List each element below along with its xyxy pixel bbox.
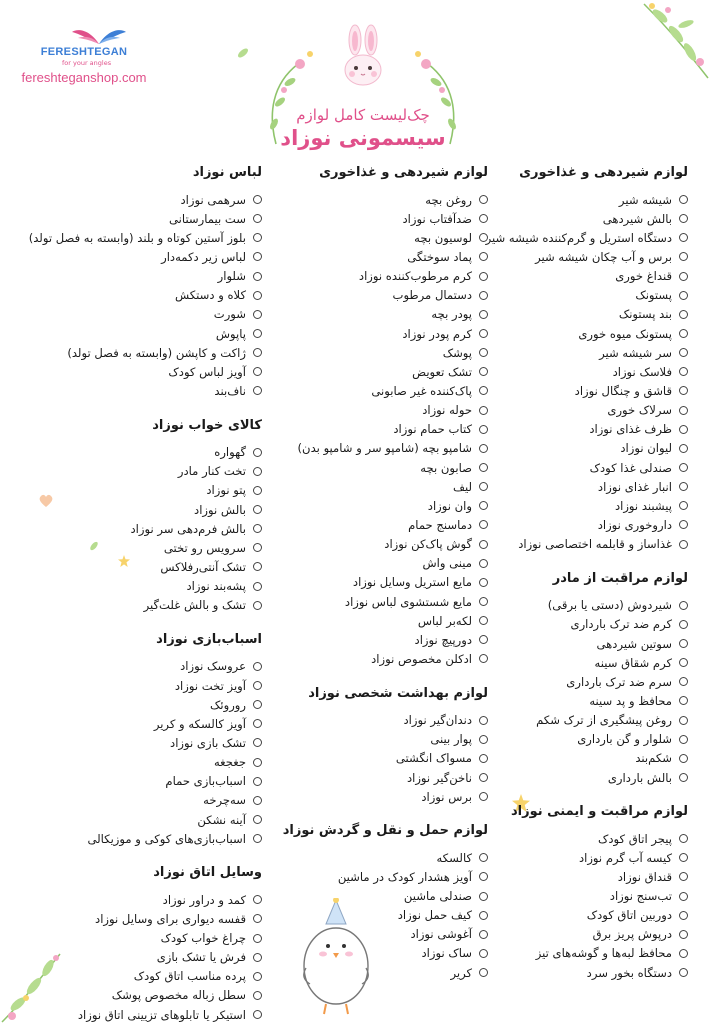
checklist-item[interactable]: مایع شستشوی لباس نوزاد [270,592,488,611]
checkbox-circle-icon[interactable] [253,524,262,533]
checkbox-circle-icon[interactable] [679,501,688,510]
checkbox-circle-icon[interactable] [479,233,488,242]
checklist-item[interactable]: اسباب‌بازی‌های کوکی و موزیکالی [10,829,262,848]
checklist-item[interactable]: قنداق نوزاد [466,867,688,886]
checkbox-circle-icon[interactable] [679,658,688,667]
bunny-icon [338,24,388,86]
wings-logo-icon [70,26,128,48]
checklist-item[interactable]: بالش شیردهی [466,209,688,228]
checklist-item[interactable]: پیجر اتاق کودک [466,829,688,848]
checkbox-circle-icon[interactable] [253,700,262,709]
checklist-item[interactable]: کرم شقاق سینه [466,653,688,672]
checklist-item[interactable]: دماسنج حمام [270,515,488,534]
checkbox-circle-icon[interactable] [479,425,488,434]
checkbox-circle-icon[interactable] [479,540,488,549]
checklist-item[interactable]: مایع استریل وسایل نوزاد [270,573,488,592]
checkbox-circle-icon[interactable] [479,520,488,529]
checkbox-circle-icon[interactable] [479,195,488,204]
checklist-item[interactable]: کرم ضد ترک بارداری [466,615,688,634]
checkbox-circle-icon[interactable] [679,911,688,920]
checklist-item[interactable]: ژاکت و کاپشن (وابسته به فصل تولد) [10,343,262,362]
checklist-item[interactable]: شیردوش (دستی یا برقی) [466,596,688,615]
checklist-item[interactable]: عروسک نوزاد [10,657,262,676]
checkbox-circle-icon[interactable] [253,777,262,786]
checklist-item[interactable]: مسواک انگشتی [270,749,488,768]
checkbox-circle-icon[interactable] [679,853,688,862]
checklist-item[interactable]: ظرف غذای نوزاد [466,420,688,439]
checklist-item[interactable]: سر شیشه شیر [466,343,688,362]
checkbox-circle-icon[interactable] [253,543,262,552]
checklist-section-nursery-room [10,863,262,1024]
checklist-item[interactable]: بند پستونک [466,305,688,324]
checklist-item[interactable]: پوار بینی [270,730,488,749]
checklist-item[interactable]: صندلی ماشین [270,887,488,906]
checklist-item[interactable]: سرلاک خوری [466,401,688,420]
checklist-item[interactable]: شکم‌بند [466,749,688,768]
checkbox-circle-icon[interactable] [479,635,488,644]
checklist-item[interactable]: ناف‌بند [10,381,262,400]
checkbox-circle-icon[interactable] [679,463,688,472]
checklist-section-baby-safety [466,802,688,982]
checkbox-circle-icon[interactable] [253,953,262,962]
checkbox-circle-icon[interactable] [679,620,688,629]
checkbox-circle-icon[interactable] [679,214,688,223]
title-badge [258,24,468,154]
checklist-item[interactable]: وان نوزاد [270,496,488,515]
section-title: کالای خواب نوزاد [152,417,262,433]
checkbox-circle-icon[interactable] [253,272,262,281]
checkbox-circle-icon[interactable] [253,758,262,767]
checkbox-circle-icon[interactable] [253,719,262,728]
checklist-item[interactable]: دورپیچ نوزاد [270,630,488,649]
checklist-section-mother-care [466,569,688,787]
checkbox-circle-icon[interactable] [253,233,262,242]
checkbox-circle-icon[interactable] [253,1010,262,1019]
checklist-item[interactable]: جغجغه [10,753,262,772]
checklist-item[interactable]: محافظ و پد سینه [466,691,688,710]
brand-logo [14,26,154,67]
checklist-item[interactable]: ضدآفتاب نوزاد [270,209,488,228]
checklist-item[interactable]: پستونک میوه خوری [466,324,688,343]
checklist-item[interactable]: آینه نشکن [10,810,262,829]
checklist-item[interactable]: مینی واش [270,554,488,573]
checklist-item[interactable]: پاک‌کننده غیر صابونی [270,381,488,400]
checklist-item[interactable]: پماد سوختگی [270,247,488,266]
checkbox-circle-icon[interactable] [479,482,488,491]
checkbox-circle-icon[interactable] [253,386,262,395]
checkbox-circle-icon[interactable] [479,329,488,338]
checklist-item[interactable]: قفسه دیواری برای وسایل نوزاد [10,909,262,928]
checkbox-circle-icon[interactable] [679,834,688,843]
checklist-item[interactable]: کرم مرطوب‌کننده نوزاد [270,267,488,286]
checklist-item[interactable]: درپوش پریز برق [466,925,688,944]
section-title: لوازم بهداشت شخصی نوزاد [308,685,488,701]
checklist-item[interactable]: بالش بارداری [466,768,688,787]
checkbox-circle-icon[interactable] [479,214,488,223]
checkbox-circle-icon[interactable] [253,448,262,457]
checklist-item[interactable]: کالسکه [270,848,488,867]
checklist-item[interactable]: شیشه شیر [466,190,688,209]
checkbox-circle-icon[interactable] [679,754,688,763]
checkbox-circle-icon[interactable] [679,968,688,977]
checkbox-circle-icon[interactable] [679,892,688,901]
section-title: لباس نوزاد [192,165,262,180]
checkbox-circle-icon[interactable] [253,329,262,338]
checklist-item[interactable]: ادکلن مخصوص نوزاد [270,649,488,668]
checkbox-circle-icon[interactable] [253,601,262,610]
checklist-section-toys [10,630,262,848]
checkbox-circle-icon[interactable] [679,386,688,395]
checkbox-circle-icon[interactable] [679,540,688,549]
checklist-item[interactable]: دستگاه بخور سرد [466,963,688,982]
checkbox-circle-icon[interactable] [679,639,688,648]
checkbox-circle-icon[interactable] [679,272,688,281]
checklist-item[interactable]: محافظ لبه‌ها و گوشه‌های تیز [466,944,688,963]
checklist-item[interactable]: کریر [270,963,488,982]
checklist-item[interactable]: گوش پاک‌کن نوزاد [270,535,488,554]
checklist-item[interactable]: فرش یا تشک بازی [10,948,262,967]
checklist-item[interactable]: پوشک [270,343,488,362]
checklist-item[interactable]: پاپوش [10,324,262,343]
leaf-branch-icon [640,0,710,80]
checkbox-circle-icon[interactable] [479,911,488,920]
checklist-item[interactable]: قاشق و چنگال نوزاد [466,381,688,400]
checklist-item[interactable]: پرده مناسب اتاق کودک [10,967,262,986]
checkbox-circle-icon[interactable] [679,195,688,204]
checkbox-circle-icon[interactable] [253,914,262,923]
checkbox-circle-icon[interactable] [479,578,488,587]
checkbox-circle-icon[interactable] [253,991,262,1000]
leaf-icon [236,46,250,60]
checklist-item[interactable]: اسباب‌بازی حمام [10,772,262,791]
checkbox-circle-icon[interactable] [679,252,688,261]
checklist-item[interactable]: سوتین شیردهی [466,634,688,653]
checkbox-circle-icon[interactable] [679,444,688,453]
checklist-item[interactable]: دندان‌گیر نوزاد [270,711,488,730]
checkbox-circle-icon[interactable] [479,735,488,744]
checkbox-circle-icon[interactable] [253,252,262,261]
checklist-item[interactable]: شورت [10,305,262,324]
checklist-item[interactable]: کیسه آب گرم نوزاد [466,848,688,867]
section-title: وسایل اتاق نوزاد [153,865,262,881]
section-title: لوازم شیردهی و غذاخوری [319,165,488,180]
checkbox-circle-icon[interactable] [253,486,262,495]
checkbox-circle-icon[interactable] [479,463,488,472]
section-title: اسباب‌بازی نوزاد [156,631,262,647]
checklist-section-sleep [10,416,262,615]
checklist-item[interactable]: سه‌چرخه [10,791,262,810]
checkbox-circle-icon[interactable] [479,892,488,901]
checklist-item[interactable]: بالش فرم‌دهی سر نوزاد [10,519,262,538]
checklist-item[interactable]: ست بیمارستانی [10,209,262,228]
checklist-item[interactable]: تشک و بالش غلت‌گیر [10,596,262,615]
checklist-item[interactable]: سرم ضد ترک بارداری [466,672,688,691]
checkbox-circle-icon[interactable] [479,792,488,801]
checkbox-circle-icon[interactable] [679,930,688,939]
checkbox-circle-icon[interactable] [679,716,688,725]
checkbox-circle-icon[interactable] [479,291,488,300]
checkbox-circle-icon[interactable] [253,834,262,843]
checkbox-circle-icon[interactable] [253,796,262,805]
checkbox-circle-icon[interactable] [679,872,688,881]
checklist-item[interactable]: ناخن‌گیر نوزاد [270,768,488,787]
brand-name: FERESHTEGAN [40,46,128,58]
checkbox-circle-icon[interactable] [479,444,488,453]
checklist-item[interactable]: کتاب حمام نوزاد [270,420,488,439]
checkbox-circle-icon[interactable] [479,853,488,862]
checkbox-circle-icon[interactable] [479,872,488,881]
checklist-item[interactable]: پتو نوزاد [10,481,262,500]
checklist-item[interactable]: سطل زباله مخصوص پوشک [10,986,262,1005]
checklist-item[interactable]: برس و آب چکان شیشه شیر [466,247,688,266]
checkbox-circle-icon[interactable] [479,654,488,663]
checklist-section-bath-hygiene [270,163,488,669]
checklist-item[interactable]: آویز تخت نوزاد [10,676,262,695]
checkbox-circle-icon[interactable] [679,406,688,415]
page-subtitle: چک‌لیست کامل لوازم [296,106,430,124]
checkbox-circle-icon[interactable] [253,815,262,824]
checklist-item[interactable]: صندلی غذا کودک [466,458,688,477]
checkbox-circle-icon[interactable] [479,597,488,606]
checklist-column-left [10,163,262,1024]
checklist-column-middle [270,163,488,982]
checklist-item[interactable]: سرهمی نوزاد [10,190,262,209]
checklist-item[interactable]: سرویس رو تختی [10,538,262,557]
checkbox-circle-icon[interactable] [679,329,688,338]
checkbox-circle-icon[interactable] [479,716,488,725]
checklist-item[interactable]: شامپو بچه (شامپو سر و شامپو بدن) [270,439,488,458]
checkbox-circle-icon[interactable] [679,735,688,744]
checklist-section-clothing [10,163,262,401]
checklist-section-transport [270,821,488,982]
checklist-item[interactable]: تشک تعویض [270,362,488,381]
checklist-item[interactable]: تشک آنتی‌رفلاکس [10,557,262,576]
checkbox-circle-icon[interactable] [253,214,262,223]
checklist-item[interactable]: پستونک [466,286,688,305]
checklist-item[interactable]: صابون بچه [270,458,488,477]
checkbox-circle-icon[interactable] [479,310,488,319]
checklist-item[interactable]: ساک نوزاد [270,944,488,963]
checkbox-circle-icon[interactable] [253,562,262,571]
checklist-item[interactable]: پودر بچه [270,305,488,324]
checkbox-circle-icon[interactable] [479,386,488,395]
brand-tagline: for your angles [62,59,112,67]
checklist-item[interactable]: روغن بچه [270,190,488,209]
checklist-item[interactable]: لوسیون بچه [270,228,488,247]
checkbox-circle-icon[interactable] [479,501,488,510]
checklist-section-personal-hygiene [270,684,488,807]
checklist-item[interactable]: دستمال مرطوب [270,286,488,305]
checkbox-circle-icon[interactable] [679,367,688,376]
checkbox-circle-icon[interactable] [679,949,688,958]
checkbox-circle-icon[interactable] [479,348,488,357]
checkbox-circle-icon[interactable] [679,233,688,242]
checkbox-circle-icon[interactable] [679,310,688,319]
checklist-column-right [466,163,688,982]
checkbox-circle-icon[interactable] [253,505,262,514]
checklist-item[interactable]: تخت کنار مادر [10,462,262,481]
checklist-item[interactable]: آویز هشدار کودک در ماشین [270,867,488,886]
checkbox-circle-icon[interactable] [479,968,488,977]
checkbox-circle-icon[interactable] [479,754,488,763]
page-title: سیسمونی نوزاد [280,126,446,150]
checkbox-circle-icon[interactable] [679,482,688,491]
checkbox-circle-icon[interactable] [679,601,688,610]
checklist-item[interactable]: آویز لباس کودک [10,362,262,381]
checkbox-circle-icon[interactable] [679,348,688,357]
checkbox-circle-icon[interactable] [679,425,688,434]
checklist-item[interactable]: بالش نوزاد [10,500,262,519]
checkbox-circle-icon[interactable] [479,406,488,415]
checklist-item[interactable]: چراغ خواب کودک [10,929,262,948]
checklist-item[interactable]: شلوار [10,267,262,286]
checklist-item[interactable]: بلوز آستین کوتاه و بلند (وابسته به فصل تولد) [10,228,262,247]
checkbox-circle-icon[interactable] [479,616,488,625]
checklist-item[interactable]: دوربین اتاق کودک [466,906,688,925]
checklist-item[interactable]: حوله نوزاد [270,401,488,420]
checklist-item[interactable]: برس نوزاد [270,787,488,806]
checkbox-circle-icon[interactable] [479,773,488,782]
checklist-item[interactable]: لیوان نوزاد [466,439,688,458]
checklist-item[interactable]: لیف [270,477,488,496]
checklist-item[interactable]: آغوشی نوزاد [270,925,488,944]
checkbox-circle-icon[interactable] [679,773,688,782]
checkbox-circle-icon[interactable] [253,972,262,981]
checkbox-circle-icon[interactable] [253,348,262,357]
checklist-item[interactable]: کرم پودر نوزاد [270,324,488,343]
checkbox-circle-icon[interactable] [253,895,262,904]
checkbox-circle-icon[interactable] [253,467,262,476]
section-title: لوازم مراقبت از مادر [552,570,688,586]
checklist-item[interactable]: داروخوری نوزاد [466,515,688,534]
checkbox-circle-icon[interactable] [253,738,262,747]
checklist-item[interactable]: گهواره [10,443,262,462]
checklist-item[interactable]: آویز کالسکه و کریر [10,714,262,733]
checkbox-circle-icon[interactable] [479,272,488,281]
checkbox-circle-icon[interactable] [679,291,688,300]
checklist-item[interactable]: لباس زیر دکمه‌دار [10,247,262,266]
checkbox-circle-icon[interactable] [253,310,262,319]
checkbox-circle-icon[interactable] [253,582,262,591]
checkbox-circle-icon[interactable] [479,252,488,261]
checkbox-circle-icon[interactable] [253,367,262,376]
checklist-item[interactable]: کیف حمل نوزاد [270,906,488,925]
checklist-item[interactable]: لکه‌بر لباس [270,611,488,630]
checklist-item[interactable]: قنداغ خوری [466,267,688,286]
checkbox-circle-icon[interactable] [253,662,262,671]
checkbox-circle-icon[interactable] [253,681,262,690]
checklist-item[interactable]: انبار غذای نوزاد [466,477,688,496]
checkbox-circle-icon[interactable] [253,195,262,204]
checklist-item[interactable]: تشک بازی نوزاد [10,733,262,752]
checklist-item[interactable]: روروئک [10,695,262,714]
checkbox-circle-icon[interactable] [253,934,262,943]
checklist-section-feeding [466,163,688,554]
checklist-item[interactable]: پیشبند نوزاد [466,496,688,515]
checklist-item[interactable]: کلاه و دستکش [10,286,262,305]
checklist-item[interactable]: فلاسک نوزاد [466,362,688,381]
section-title: لوازم شیردهی و غذاخوری [519,165,688,180]
checkbox-circle-icon[interactable] [679,520,688,529]
brand-block [14,26,154,85]
section-title: لوازم مراقبت و ایمنی نوزاد [510,804,688,820]
checklist-item[interactable]: غذاساز و قابلمه اختصاصی نوزاد [466,535,688,554]
brand-url-link[interactable]: fereshteganshop.com [21,70,147,85]
checkbox-circle-icon[interactable] [679,696,688,705]
checklist-item[interactable]: استیکر یا تابلوهای تزیینی اتاق نوزاد [10,1005,262,1024]
checkbox-circle-icon[interactable] [479,949,488,958]
checklist-item[interactable]: روغن پیشگیری از ترک شکم [466,711,688,730]
section-title: لوازم حمل و نقل و گردش نوزاد [282,823,488,839]
checkbox-circle-icon[interactable] [479,559,488,568]
checkbox-circle-icon[interactable] [479,930,488,939]
checkbox-circle-icon[interactable] [479,367,488,376]
checklist-item[interactable]: شلوار و گن بارداری [466,730,688,749]
checklist-item[interactable]: دستگاه استریل و گرم‌کننده شیشه شیر [466,228,688,247]
checklist-item[interactable]: کمد و دراور نوزاد [10,890,262,909]
checklist-item[interactable]: تب‌سنج نوزاد [466,887,688,906]
checklist-item[interactable]: پشه‌بند نوزاد [10,577,262,596]
checkbox-circle-icon[interactable] [679,677,688,686]
checkbox-circle-icon[interactable] [253,291,262,300]
